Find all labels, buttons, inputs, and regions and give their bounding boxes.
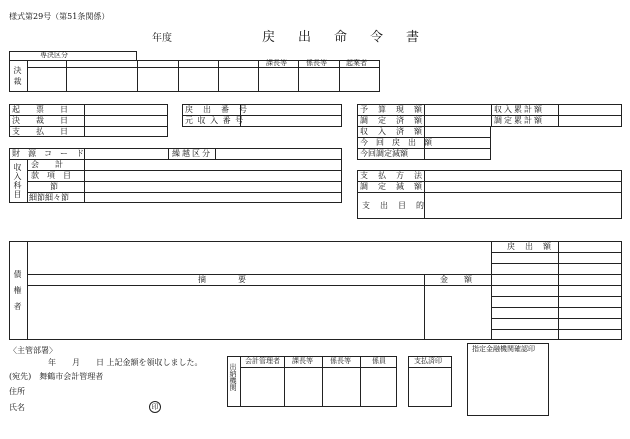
fiscal-year-label: 年度 <box>152 33 172 44</box>
expenditure-purpose-label: 支 出 目 的 <box>362 201 425 210</box>
approval-role-drafter: 起案者 <box>346 59 367 67</box>
approval-tab-label: 専決区分 <box>40 51 68 59</box>
page-title: 戻 出 命 令 書 <box>262 30 425 45</box>
addressee: (宛先) 舞鶴市会計管理者 <box>9 372 104 381</box>
disbursement-role-treasurer: 会計管理者 <box>245 357 280 365</box>
budget-determined-label: 調 定 済 額 <box>360 116 423 125</box>
original-receipt-number-label: 元 収 入 番 号 <box>185 116 245 125</box>
address-label: 住所 <box>9 387 25 396</box>
bank-confirmation-label: 指定金融機関確認印 <box>472 345 535 353</box>
budget-received-label: 収 入 済 額 <box>360 127 423 136</box>
cumulative-receipts-label: 収入累計額 <box>494 105 544 114</box>
refund-amount-label: 戻 出 額 <box>507 242 552 251</box>
budget-reduction-label: 今回調定減額 <box>360 149 408 158</box>
cumulative-determined-label: 調定累計額 <box>494 116 544 125</box>
adjustment-reduction-label: 調 定 減 額 <box>360 182 423 191</box>
budget-refund-label: 今 回 戻 出 額 <box>360 138 432 147</box>
seal-mark-label: 印 <box>151 403 159 411</box>
income-category-side-label: 収入科目 <box>13 163 22 199</box>
payment-method-label: 支 払 方 法 <box>360 171 423 180</box>
approval-role-chief: 係長等 <box>306 59 327 67</box>
approval-role-section-chief: 課長等 <box>266 59 287 67</box>
department-label: 〈主管部署〉 <box>9 346 57 355</box>
seal-mark <box>149 401 161 413</box>
carryover-label: 繰越区分 <box>172 149 212 158</box>
disbursement-role-section-chief: 課長等 <box>292 357 313 365</box>
summary-label: 摘 要 <box>198 275 246 284</box>
payment-date-label: 支 払 日 <box>12 127 72 136</box>
approval-date-label: 決 裁 日 <box>12 116 72 125</box>
payment-seal-label: 支払済印 <box>414 357 442 365</box>
sub-clause-label: 細節細々節 <box>29 193 69 202</box>
section-item-label: 款 項 目 <box>31 171 71 180</box>
issue-date-label: 起 票 日 <box>12 105 72 114</box>
receipt-statement: 年 月 日 上記金額を領収しました。 <box>48 358 203 367</box>
form-number: 様式第29号（第51条関係） <box>9 12 110 21</box>
disbursement-role-staff: 係員 <box>372 357 386 365</box>
disbursement-side-label: 出納機関 <box>229 363 237 391</box>
creditor-side-label: 債権者 <box>13 270 22 318</box>
amount-label: 金 額 <box>440 275 472 284</box>
source-code-label: 財 源 コ ー ド <box>12 149 84 158</box>
name-label: 氏名 <box>9 403 25 412</box>
refund-number-label: 戻 出 番 号 <box>185 105 248 114</box>
budget-current-label: 予 算 現 額 <box>360 105 423 114</box>
clause-label: 節 <box>50 182 58 191</box>
approval-side-label: 決裁 <box>13 66 22 88</box>
account-label: 会 計 <box>31 160 63 169</box>
disbursement-role-chief: 係長等 <box>330 357 351 365</box>
